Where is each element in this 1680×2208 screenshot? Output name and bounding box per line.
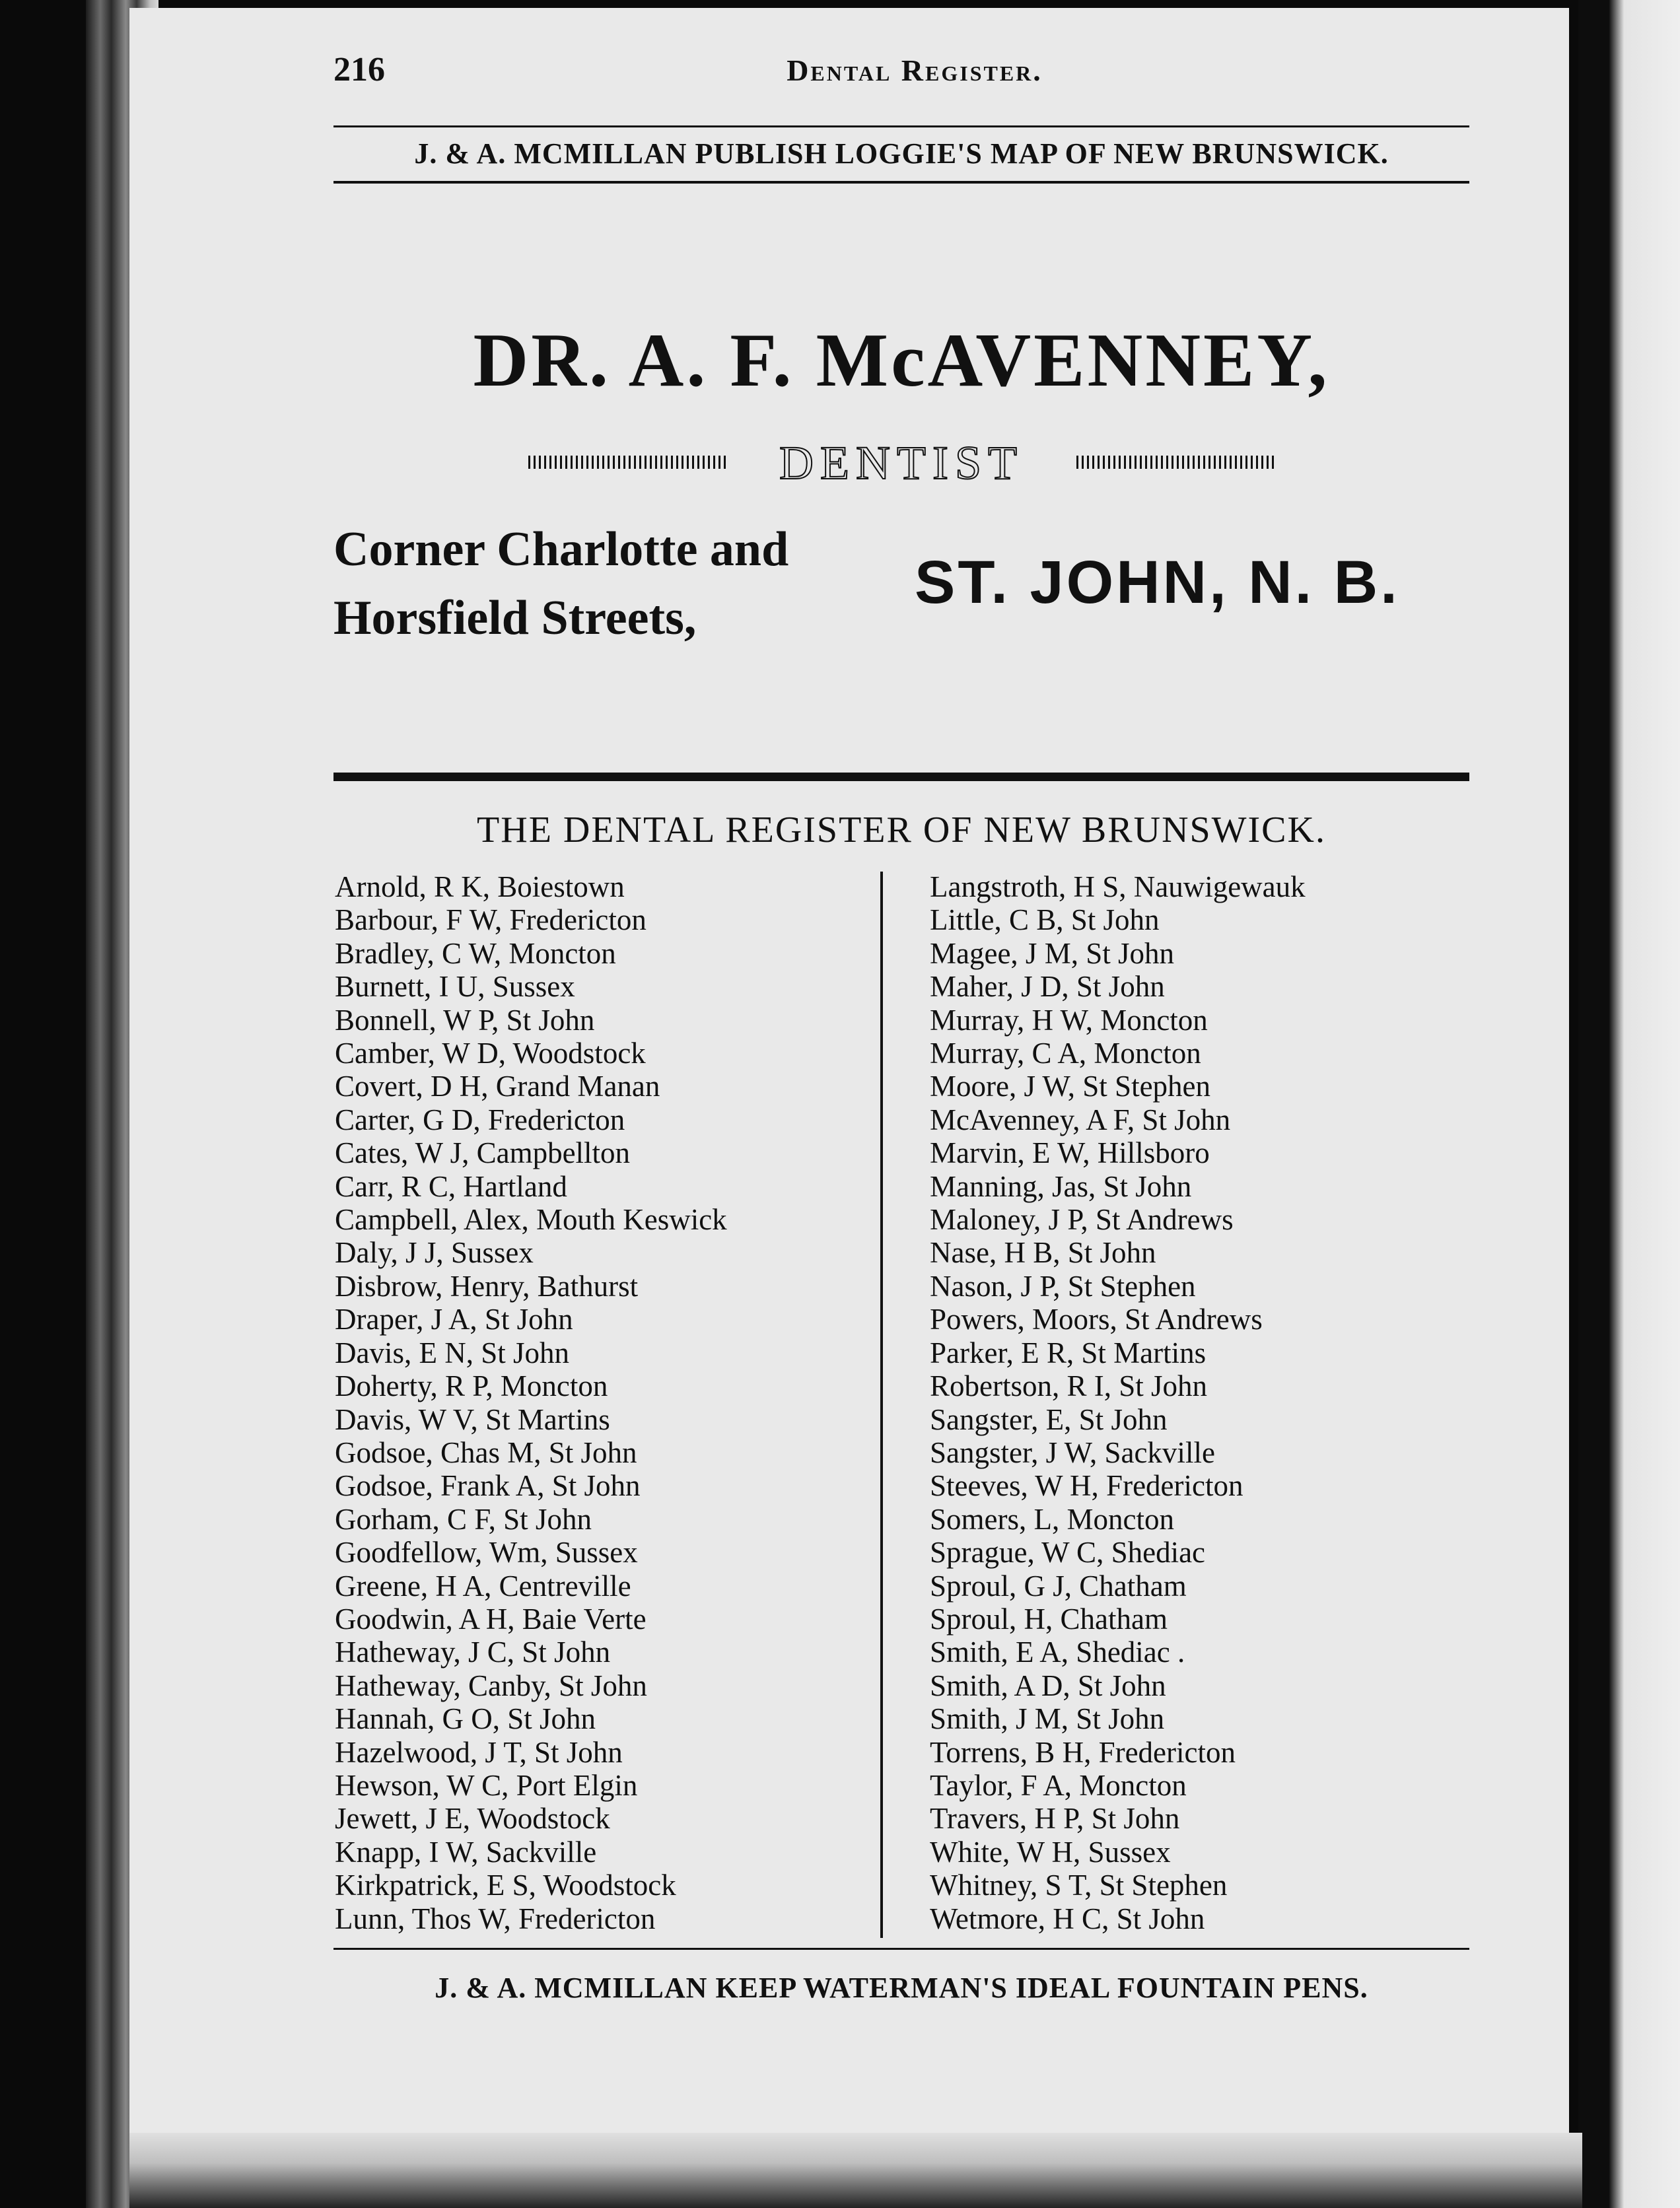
register-entry: Powers, Moors, St Andrews [930, 1303, 1263, 1336]
register-entry: Godsoe, Frank A, St John [335, 1469, 641, 1503]
page-number: 216 [333, 51, 385, 88]
register-entry: Hannah, G O, St John [335, 1702, 596, 1736]
register-entry: Campbell, Alex, Mouth Keswick [335, 1203, 727, 1237]
register-entry: Wetmore, H C, St John [930, 1902, 1205, 1935]
register-entry: Barbour, F W, Fredericton [335, 903, 647, 937]
register-entry: Bonnell, W P, St John [335, 1003, 595, 1037]
footer-rule [333, 1948, 1469, 1950]
register-entry: Robertson, R I, St John [930, 1369, 1208, 1403]
register-entry: Little, C B, St John [930, 903, 1160, 937]
register-entry: Murray, H W, Moncton [930, 1003, 1208, 1037]
advertiser-name: DR. A. F. McAVENNEY, [473, 318, 1330, 403]
register-entry: Murray, C A, Moncton [930, 1037, 1201, 1070]
register-entry: Smith, E A, Shediac . [930, 1636, 1185, 1669]
register-entry: Davis, W V, St Martins [335, 1402, 610, 1436]
register-entry: Daly, J J, Sussex [335, 1236, 534, 1270]
register-entry: Camber, W D, Woodstock [335, 1037, 646, 1070]
register-entry: Magee, J M, St John [930, 936, 1174, 970]
register-entry: Burnett, I U, Sussex [335, 970, 575, 1004]
bottom-banner: J. & A. MCMILLAN KEEP WATERMAN'S IDEAL FOUNTAIN PENS. [435, 1972, 1368, 2004]
decorative-hatch-right [1076, 456, 1275, 469]
register-entry: Smith, J M, St John [930, 1702, 1165, 1736]
advertisement-divider [333, 773, 1469, 781]
register-entry: Bradley, C W, Moncton [335, 936, 616, 970]
register-entry: Nason, J P, St Stephen [930, 1269, 1196, 1303]
register-entry: Hatheway, J C, St John [335, 1636, 611, 1669]
register-entry: Travers, H P, St John [930, 1802, 1180, 1836]
top-banner: J. & A. MCMILLAN PUBLISH LOGGIE'S MAP OF NEW BRUNSWICK. [414, 137, 1389, 170]
register-entry: Hatheway, Canby, St John [335, 1669, 647, 1702]
register-entry: Kirkpatrick, E S, Woodstock [335, 1869, 676, 1902]
register-entry: Somers, L, Moncton [930, 1502, 1174, 1536]
register-entry: Manning, Jas, St John [930, 1169, 1192, 1203]
register-entry: Hewson, W C, Port Elgin [335, 1768, 638, 1802]
register-entry: Greene, H A, Centreville [335, 1569, 631, 1603]
register-entry: Maher, J D, St John [930, 970, 1165, 1004]
register-title: THE DENTAL REGISTER OF NEW BRUNSWICK. [477, 810, 1326, 850]
register-entry: Knapp, I W, Sackville [335, 1835, 597, 1869]
register-entry: Taylor, F A, Moncton [930, 1768, 1187, 1802]
register-entry: Davis, E N, St John [335, 1336, 570, 1369]
register-entry: Godsoe, Chas M, St John [335, 1435, 637, 1469]
page-bottom-edge [129, 2133, 1582, 2208]
register-entry: Marvin, E W, Hillsboro [930, 1136, 1210, 1170]
page-right-edge [1578, 0, 1680, 2208]
register-entry: Parker, E R, St Martins [930, 1336, 1207, 1369]
register-entry: Langstroth, H S, Nauwigewauk [930, 870, 1306, 903]
address-line-1: Corner Charlotte and [333, 522, 789, 576]
register-entry: McAvenney, A F, St John [930, 1103, 1231, 1136]
column-divider [880, 872, 883, 1938]
register-entry: Cates, W J, Campbellton [335, 1136, 631, 1170]
advertiser-address [333, 515, 788, 652]
register-entry: Moore, J W, St Stephen [930, 1070, 1211, 1103]
register-entry: Lunn, Thos W, Fredericton [335, 1902, 656, 1935]
register-entry: Sproul, G J, Chatham [930, 1569, 1187, 1603]
page-header [333, 50, 1469, 96]
register-column-left [335, 870, 727, 1935]
register-column-right [930, 870, 1306, 1935]
register-entry: Goodfellow, Wm, Sussex [335, 1536, 638, 1570]
register-entry: Draper, J A, St John [335, 1303, 573, 1336]
register-entry: Steeves, W H, Fredericton [930, 1469, 1243, 1503]
register-entry: Sangster, E, St John [930, 1402, 1168, 1436]
profession-line [528, 436, 1275, 489]
register-entry: Smith, A D, St John [930, 1669, 1166, 1702]
header-rule-bottom [333, 181, 1469, 184]
register-entry: Maloney, J P, St Andrews [930, 1203, 1234, 1237]
register-entry: Disbrow, Henry, Bathurst [335, 1269, 639, 1303]
register-entry: Nase, H B, St John [930, 1236, 1156, 1270]
register-entry: Sangster, J W, Sackville [930, 1435, 1215, 1469]
register-entry: Doherty, R P, Moncton [335, 1369, 608, 1403]
register-entry: Sproul, H, Chatham [930, 1602, 1168, 1636]
register-entry: Whitney, S T, St Stephen [930, 1869, 1228, 1902]
register-entry: Gorham, C F, St John [335, 1502, 592, 1536]
advertiser-city: ST. JOHN, N. B. [915, 549, 1400, 616]
address-line-2: Horsfield Streets, [333, 591, 697, 645]
decorative-hatch-left [528, 456, 726, 469]
register-entry: Carter, G D, Fredericton [335, 1103, 625, 1136]
running-title: Dental Register. [787, 53, 1043, 87]
register-entry: Torrens, B H, Fredericton [930, 1735, 1236, 1769]
register-entry: Hazelwood, J T, St John [335, 1735, 623, 1769]
register-entry: Jewett, J E, Woodstock [335, 1802, 610, 1836]
register-entry: Sprague, W C, Shediac [930, 1536, 1206, 1570]
profession: DENTIST [779, 436, 1024, 489]
register-entry: Carr, R C, Hartland [335, 1169, 567, 1203]
register-entry: Arnold, R K, Boiestown [335, 870, 625, 903]
register-entry: Covert, D H, Grand Manan [335, 1070, 660, 1103]
header-rule-top [333, 125, 1469, 127]
register-entry: Goodwin, A H, Baie Verte [335, 1602, 647, 1636]
register-entry: White, W H, Sussex [930, 1835, 1171, 1869]
